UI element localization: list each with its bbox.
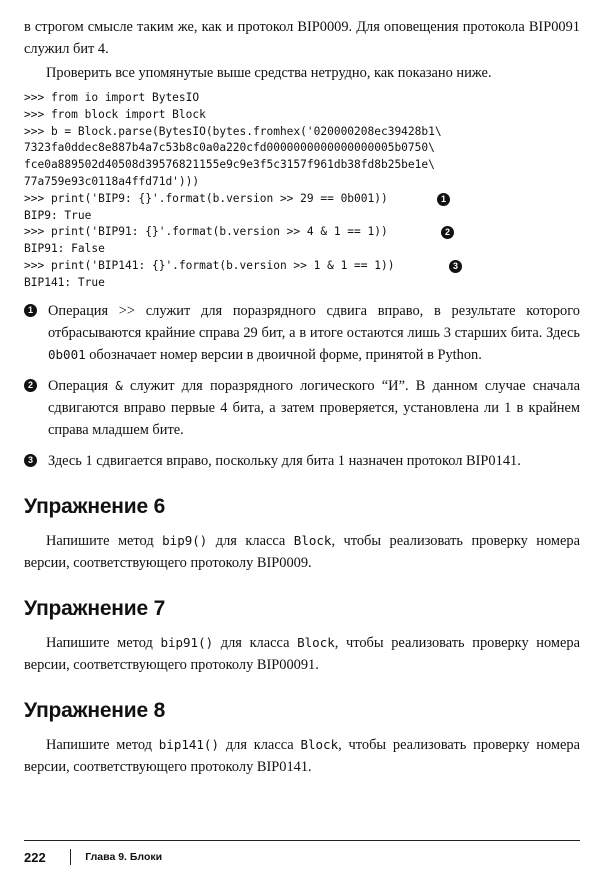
exercise-heading: Упражнение 7 [24, 596, 166, 620]
code-line: >>> print('BIP91: {}'.format(b.version >> 4 & 1 == 1)) 2 [24, 224, 580, 241]
code-line: BIP91: False [24, 242, 105, 256]
inline-code: bip141() [158, 736, 219, 752]
footer-row [24, 849, 580, 865]
intro-paragraph-1: в строгом смысле таким же, как и протокол BIP0009. Для оповещения протокола BIP0091 служил бит 4. [24, 19, 580, 57]
footer-divider [24, 840, 580, 841]
page-content [24, 16, 580, 778]
callout-marker-2-icon: 2 [24, 379, 37, 392]
exercise-text: Напишите метод bip9() для класса Block, чтобы реализовать проверку номера версии, соответствующего протоколу BIP0009. [24, 532, 581, 571]
callout-marker-1-icon: 1 [437, 193, 450, 206]
exercise-text: Напишите метод bip91() для класса Block, чтобы реализовать проверку номера версии, соответствующего протоколу BIP00091. [24, 634, 580, 673]
inline-code: 0b001 [48, 346, 86, 362]
inline-code: & [115, 377, 123, 393]
annotation-text: Здесь 1 сдвигается вправо, поскольку для бита 1 назначен протокол BIP0141. [48, 452, 521, 469]
inline-code: bip91() [160, 634, 214, 650]
exercise-heading: Упражнение 6 [24, 494, 166, 518]
code-line: 77a759e93c0118a4ffd71d'))) [24, 174, 200, 188]
code-line: >>> print('BIP9: {}'.format(b.version >> 29 == 0b001)) 1 [24, 191, 580, 208]
exercise-7 [24, 596, 580, 676]
annotation-3 [24, 450, 580, 472]
callout-marker-1-icon: 1 [24, 304, 37, 317]
code-line: BIP9: True [24, 208, 92, 222]
exercise-8 [24, 698, 580, 778]
code-line: >>> from block import Block [24, 107, 206, 121]
footer-separator [70, 849, 72, 865]
annotation-1 [24, 300, 580, 366]
page-footer [24, 840, 580, 865]
code-listing [24, 90, 580, 292]
code-line: fce0a889502d40508d39576821155e9c9e3f5c3157f961db38fd8b25be1e\ [24, 158, 435, 172]
annotation-text: Операция >> служит для поразрядного сдвига вправо, в результате которого отбрасываются крайние справа 29 бит, а в итоге остаются лишь 3 старших бита. Здесь 0b001 обозначает номер версии в двоичной форме, принятой в Python. [48, 302, 580, 363]
callout-marker-3-icon: 3 [449, 260, 462, 273]
code-line: >>> from io import BytesIO [24, 91, 200, 104]
inline-code: Block [293, 532, 332, 548]
code-line: BIP141: True [24, 275, 105, 289]
page-number: 222 [24, 849, 46, 865]
inline-code: Block [300, 736, 339, 752]
annotation-2 [24, 375, 580, 441]
intro-paragraph-2: Проверить все упомянутые выше средства нетрудно, как показано ниже. [46, 65, 492, 81]
callout-marker-2-icon: 2 [441, 226, 454, 239]
code-line: >>> print('BIP141: {}'.format(b.version >> 1 & 1 == 1)) 3 [24, 258, 580, 275]
code-line: >>> b = Block.parse(BytesIO(bytes.fromhex('020000208ec39428b1\ [24, 124, 442, 138]
exercise-6 [24, 494, 580, 574]
chapter-title: Глава 9. Блоки [85, 851, 163, 863]
exercise-heading: Упражнение 8 [24, 698, 166, 722]
inline-code: Block [297, 634, 335, 650]
inline-code: bip9() [162, 532, 208, 548]
callout-marker-3-icon: 3 [24, 454, 37, 467]
exercise-text: Напишите метод bip141() для класса Block, чтобы реализовать проверку номера версии, соответствующего протоколу BIP0141. [24, 736, 580, 775]
annotation-text: Операция & служит для поразрядного логического “И”. В данном случае сначала сдвигаются вправо первые 4 бита, а затем проверяется, установлена ли 1 в крайнем справа младшем бите. [48, 377, 580, 438]
code-line: 7323fa0ddec8e887b4a7c53b8c0a0a220cfd0000000000000000005b0750\ [24, 141, 435, 155]
